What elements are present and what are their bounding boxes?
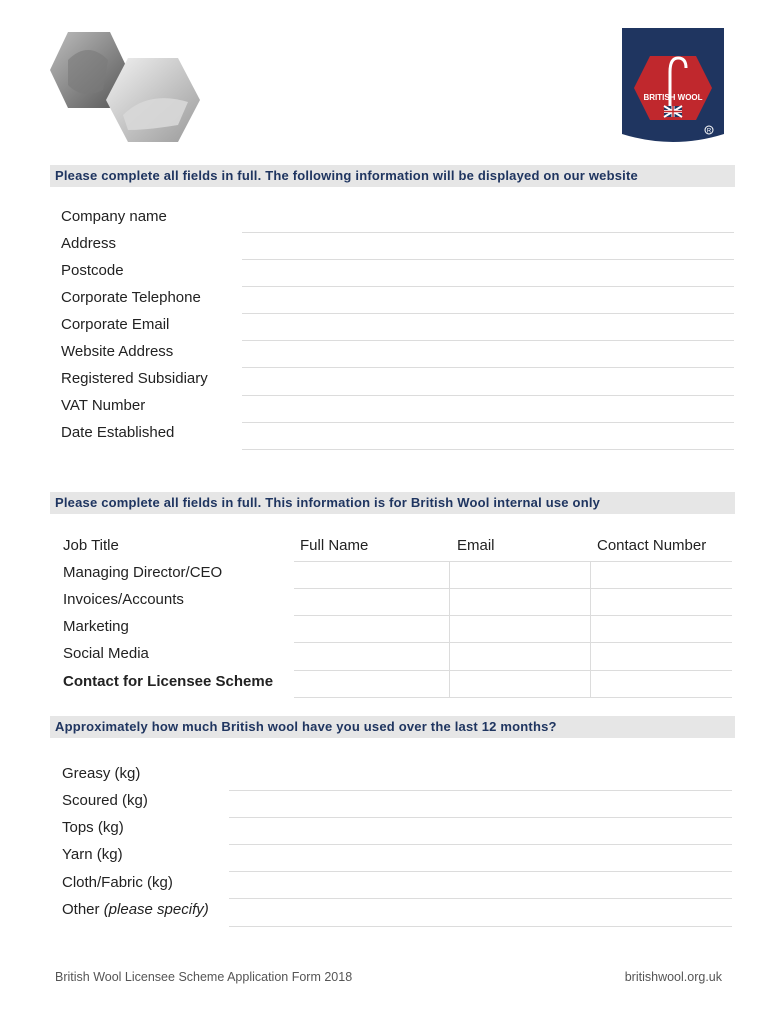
section1-heading: Please complete all fields in full. The following information will be displayed on our website [50, 165, 735, 187]
greasy-field[interactable] [229, 790, 732, 791]
yarn-field[interactable] [229, 871, 732, 872]
website-address-label: Website Address [61, 343, 174, 360]
corporate-telephone-label: Corporate Telephone [61, 289, 201, 306]
table-row: Managing Director/CEO [63, 564, 223, 581]
col-job-title: Job Title [63, 537, 119, 554]
other-note: (please specify) [103, 901, 209, 918]
other-label: Other (please specify) [62, 901, 209, 918]
col-email: Email [457, 537, 495, 554]
table-row: Contact for Licensee Scheme [63, 673, 274, 690]
address-field[interactable] [242, 259, 734, 260]
british-wool-logo [620, 26, 726, 148]
cloth-fabric-field[interactable] [229, 898, 732, 899]
vat-number-label: VAT Number [61, 397, 146, 414]
footer-website: britishwool.org.uk [624, 970, 722, 984]
table-row: Marketing [63, 618, 129, 635]
table-row: Social Media [63, 645, 149, 662]
col-contact-number: Contact Number [597, 537, 707, 554]
scoured-label: Scoured (kg) [62, 792, 148, 809]
postcode-field[interactable] [242, 286, 734, 287]
corporate-email-label: Corporate Email [61, 316, 170, 333]
other-field[interactable] [229, 926, 732, 927]
corporate-telephone-field[interactable] [242, 313, 734, 314]
company-name-label: Company name [61, 208, 167, 225]
registered-subsidiary-label: Registered Subsidiary [61, 370, 208, 387]
yarn-label: Yarn (kg) [62, 846, 123, 863]
date-established-field[interactable] [242, 449, 734, 450]
section3-heading: Approximately how much British wool have you used over the last 12 months? [50, 716, 735, 738]
cloth-fabric-label: Cloth/Fabric (kg) [62, 874, 173, 891]
website-address-field[interactable] [242, 367, 734, 368]
greasy-label: Greasy (kg) [62, 765, 141, 782]
footer-form-title: British Wool Licensee Scheme Application Form 2018 [55, 970, 353, 984]
scoured-field[interactable] [229, 817, 732, 818]
section2-heading: Please complete all fields in full. This information is for British Wool internal use only [50, 492, 735, 514]
tops-field[interactable] [229, 844, 732, 845]
registered-subsidiary-field[interactable] [242, 395, 734, 396]
svg-text:R: R [706, 128, 712, 135]
union-flag-icon [664, 106, 682, 117]
header-photos [48, 30, 208, 145]
date-established-label: Date Established [61, 424, 175, 441]
table-row: Invoices/Accounts [63, 591, 184, 608]
col-full-name: Full Name [300, 537, 369, 554]
logo-text: BRITISH WOOL [643, 93, 703, 102]
vat-number-field[interactable] [242, 422, 734, 423]
address-label: Address [61, 235, 117, 252]
company-name-field[interactable] [242, 232, 734, 233]
corporate-email-field[interactable] [242, 340, 734, 341]
tops-label: Tops (kg) [62, 819, 124, 836]
postcode-label: Postcode [61, 262, 124, 279]
